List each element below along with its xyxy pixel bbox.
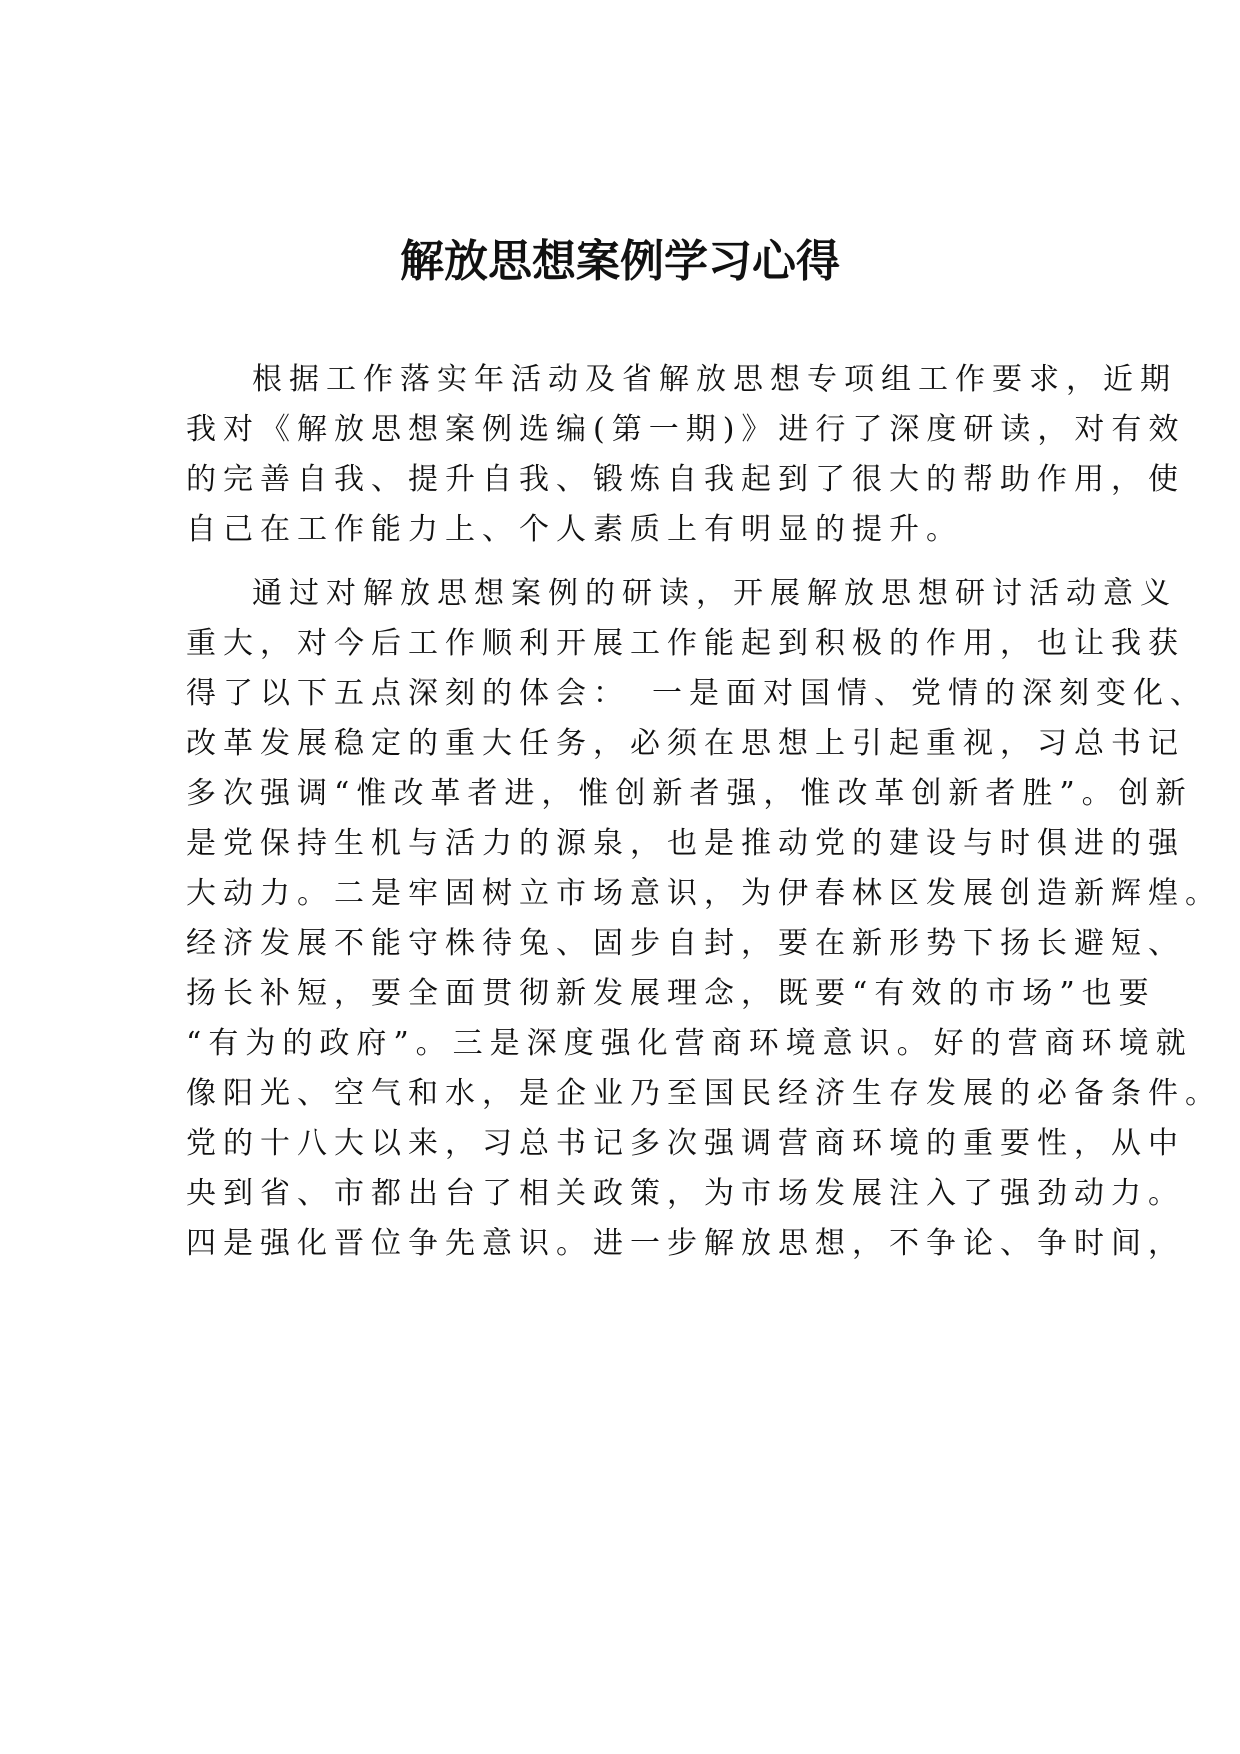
paragraph-line: 是党保持生机与活力的源泉，也是推动党的建设与时俱进的强 bbox=[186, 826, 1185, 861]
paragraph-line: 的完善自我、提升自我、锻炼自我起到了很大的帮助作用，使 bbox=[186, 462, 1185, 497]
paragraph-line: 得了以下五点深刻的体会： 一是面对国情、党情的深刻变化、 bbox=[186, 676, 1207, 711]
paragraph-line: 央到省、市都出台了相关政策，为市场发展注入了强劲动力。 bbox=[186, 1176, 1185, 1211]
paragraph-line: 四是强化晋位争先意识。进一步解放思想，不争论、争时间， bbox=[186, 1226, 1185, 1261]
paragraph-line: 自己在工作能力上、个人素质上有明显的提升。 bbox=[186, 512, 963, 547]
paragraph-line: 党的十八大以来，习总书记多次强调营商环境的重要性，从中 bbox=[186, 1126, 1185, 1161]
paragraph-line: 改革发展稳定的重大任务，必须在思想上引起重视，习总书记 bbox=[186, 726, 1185, 761]
paragraph-line: 根据工作落实年活动及省解放思想专项组工作要求，近期 bbox=[252, 362, 1177, 397]
paragraph-line: 扬长补短，要全面贯彻新发展理念，既要“有效的市场”也要 bbox=[186, 976, 1156, 1011]
paragraph-line: 通过对解放思想案例的研读，开展解放思想研讨活动意义 bbox=[252, 576, 1177, 611]
paragraph-line: “有为的政府”。三是深度强化营商环境意识。好的营商环境就 bbox=[186, 1026, 1193, 1061]
paragraph-line: 大动力。二是牢固树立市场意识，为伊春林区发展创造新辉煌。 bbox=[186, 876, 1222, 911]
paragraph-line: 经济发展不能守株待兔、固步自封，要在新形势下扬长避短、 bbox=[186, 926, 1185, 961]
paragraph-line: 我对《解放思想案例选编(第一期)》进行了深度研读，对有效 bbox=[186, 412, 1186, 447]
paragraph-2 bbox=[186, 569, 1222, 1269]
paragraph-line: 像阳光、空气和水，是企业乃至国民经济生存发展的必备条件。 bbox=[186, 1076, 1222, 1111]
document-title: 解放思想案例学习心得 bbox=[400, 236, 840, 287]
paragraph-1 bbox=[186, 355, 1186, 555]
paragraph-line: 重大，对今后工作顺利开展工作能起到积极的作用，也让我获 bbox=[186, 626, 1185, 661]
document-body bbox=[186, 355, 1222, 1283]
paragraph-line: 多次强调“惟改革者进，惟创新者强，惟改革创新者胜”。创新 bbox=[186, 776, 1193, 811]
